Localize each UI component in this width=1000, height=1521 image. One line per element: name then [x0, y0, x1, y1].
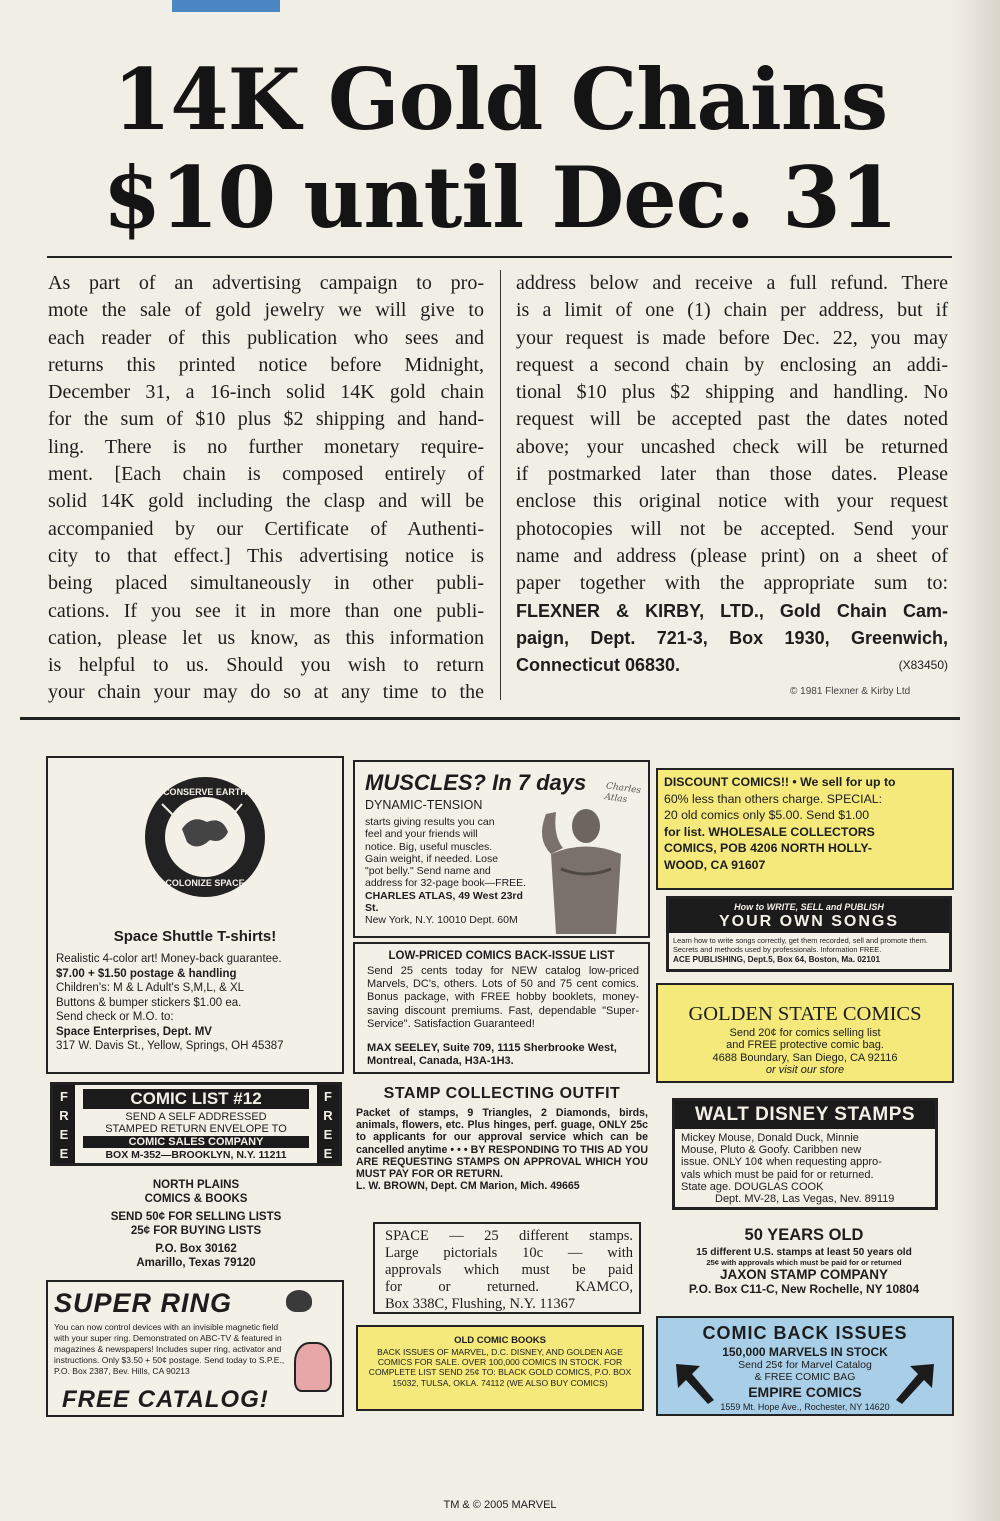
ad-line: Send check or M.O. to: — [56, 1011, 174, 1023]
ad-line: P.O. Box C11-C, New Rochelle, NY 10804 — [688, 1282, 920, 1296]
side-free-left: F R E E — [53, 1085, 75, 1163]
ad-line: New York, N.Y. 10010 Dept. 60M — [365, 914, 518, 927]
article-left-column — [48, 270, 484, 707]
article-line: ling. There is no further monetary require- — [48, 435, 484, 458]
ad-line: "pot belly." Send name and — [365, 865, 491, 878]
ad-title: MUSCLES? In 7 days — [365, 770, 587, 795]
ad-old-comic-books — [356, 1325, 644, 1411]
ad-line: 15 different U.S. stamps at least 50 years old — [696, 1247, 912, 1258]
article-line: is helpful to us. Should you wish to return — [48, 654, 484, 677]
ad-title: COMIC LIST #12 — [83, 1089, 309, 1109]
ad-north-plains — [50, 1178, 342, 1270]
ad-line: Send 20¢ for comics selling list — [729, 1027, 881, 1039]
ad-line: Mouse, Pluto & Goofy. Caribben new — [681, 1144, 862, 1157]
ad-low-priced — [353, 942, 650, 1074]
ad-disney-stamps — [672, 1098, 938, 1210]
ad-title: GOLDEN STATE COMICS — [688, 1003, 922, 1025]
ad-body: BACK ISSUES OF MARVEL, D.C. DISNEY, AND GOLDEN AGE COMICS FOR SALE. OVER 100,000 COMICS IN STOCK. FOR COMPLETE LIST SEND 25¢ TO: BLACK GOLD COMICS, P.O. BOX 15032, TULSA, OKLA. 74112 (WE ALSO BUY COMICS) — [368, 1347, 632, 1388]
ad-kicker: How to WRITE, SELL and PUBLISH — [734, 902, 884, 912]
ad-songs — [666, 896, 952, 972]
ad-line: Send 25¢ for Marvel Catalog — [738, 1359, 872, 1371]
arrow-left-icon — [670, 1358, 720, 1408]
column-divider — [500, 270, 501, 700]
ad-address: MAX SEELEY, Suite 709, 1115 Sherbrooke West, Montreal, Canada, H3A-1H3. — [367, 1042, 617, 1068]
ad-fifty-years — [658, 1226, 950, 1296]
ad-line: approvals which must be paid — [385, 1262, 633, 1278]
article-line: for the sum of $10 plus $2 shipping and hand- — [48, 408, 484, 431]
ring-icon — [286, 1290, 312, 1312]
ad-line: Mickey Mouse, Donald Duck, Minnie — [681, 1132, 859, 1144]
arrow-right-icon — [890, 1358, 940, 1408]
ad-footer: FREE CATALOG! — [62, 1386, 269, 1413]
strongman-photo-icon — [531, 784, 641, 934]
article-line: cations. If you see it in more than one publi- — [48, 599, 484, 622]
ad-line: SEND A SELF ADDRESSED — [125, 1111, 267, 1123]
mailing-address-line: Connecticut 06830. — [516, 655, 681, 676]
ad-line: CHARLES ATLAS, 49 West 23rd St. — [365, 889, 523, 915]
headline-rule — [47, 256, 952, 258]
article-line: ment. [Each chain is composed entirely of — [48, 463, 484, 486]
conserve-earth-logo-icon — [142, 774, 268, 900]
article-line: accompanied by our Certificate of Authenti- — [48, 517, 484, 540]
article-line: December 31, a 16-inch solid 14K gold chain — [48, 381, 484, 404]
article-line: request will be accepted past the dates noted — [516, 408, 948, 431]
ad-line: Buttons & bumper stickers $1.00 ea. — [56, 996, 242, 1009]
ad-title: SUPER RING — [54, 1288, 233, 1318]
ad-golden-state — [656, 983, 954, 1083]
ad-line: Large pictorials 10c — with — [385, 1245, 633, 1261]
ad-line: NORTH PLAINS — [152, 1179, 240, 1191]
logo-bottom-text: COLONIZE SPACE — [165, 878, 245, 888]
ad-line: Amarillo, Texas 79120 — [136, 1257, 256, 1269]
article-line: As part of an advertising campaign to pro- — [48, 272, 484, 294]
ad-stamp-outfit — [356, 1085, 648, 1192]
ad-line: DISCOUNT COMICS!! • We sell for up to — [664, 775, 896, 789]
ad-line: 317 W. Davis St., Yellow, Springs, OH 45387 — [56, 1040, 284, 1052]
article-right-column — [516, 270, 948, 679]
ad-line: 1559 Mt. Hope Ave., Rochester, NY 14620 — [720, 1402, 890, 1412]
ad-line: WOOD, CA 91607 — [664, 857, 766, 872]
ad-line: State age. DOUGLAS COOK — [681, 1180, 824, 1193]
article-line: request a second chain by enclosing an addi- — [516, 353, 948, 376]
ad-line: and FREE protective comic bag. — [726, 1039, 884, 1052]
ad-back-issues — [656, 1316, 954, 1416]
ad-title: Space Shuttle T-shirts! — [113, 928, 277, 945]
ad-space-stamps — [373, 1222, 641, 1314]
article-line: tional $10 plus $2 shipping and handling. No — [516, 381, 948, 404]
ad-line: JAXON STAMP COMPANY — [719, 1267, 889, 1282]
section-rule — [20, 717, 960, 720]
signature: Charles Atlas — [603, 781, 642, 806]
ad-address: ACE PUBLISHING, Dept.5, Box 64, Boston, Ma. 02101 — [673, 955, 881, 964]
ad-line: EMPIRE COMICS — [748, 1384, 862, 1400]
article-line: your request is made before Dec. 22, you may — [516, 326, 948, 349]
page-footer-copyright: TM & © 2005 MARVEL — [443, 1499, 557, 1511]
article-line: photocopies will not be accepted. Send your — [516, 517, 948, 540]
article-line: address below and receive a full refund. There — [516, 272, 948, 294]
ad-title: WALT DISNEY STAMPS — [675, 1101, 935, 1129]
ad-title: COMIC BACK ISSUES — [702, 1323, 908, 1343]
ad-body — [365, 816, 535, 927]
ad-line: COMICS & BOOKS — [144, 1193, 248, 1205]
article-line: mote the sale of gold jewelry we will give to — [48, 299, 484, 322]
ad-line: 20 old comics only $5.00. Send $1.00 — [664, 808, 870, 822]
ad-comic-list — [50, 1082, 342, 1166]
mailing-address-line: FLEXNER & KIRBY, LTD., Gold Chain Cam- — [516, 600, 948, 621]
ad-line: 60% less than others charge. SPECIAL: — [664, 791, 883, 806]
ad-discount-comics — [656, 768, 954, 890]
ad-body: You can now control devices with an invisible magnetic field with your super ring. Demonstrated on ABC-TV & featured in magazines & newspapers! Includes super ring, activator and instructions. Only $3.50 + 50¢ postage. Send today to S.P.E., P.O. Box 2387, Bev. Hills, CA 90213 — [54, 1322, 285, 1376]
ad-body: Packet of stamps, 9 Triangles, 2 Diamonds, birds, animals, flowers, etc. Plus hinges, perf. guage, ONLY 25c to applicants for our approval service which can be cancelled anytime • • • BY RESPONDING TO THIS AD YOU ARE REQUESTING STAMPS ON APPROVAL WHICH YOU MUST PAY FOR OR RETURN. — [356, 1107, 648, 1181]
ad-body — [658, 1027, 952, 1077]
ad-line: 25¢ FOR BUYING LISTS — [130, 1225, 262, 1237]
ad-title: LOW-PRICED COMICS BACK-ISSUE LIST — [388, 950, 615, 962]
headline-line-1: 14K Gold Chains — [112, 50, 888, 149]
ad-line: 4688 Boundary, San Diego, CA 92116 — [712, 1051, 898, 1064]
ad-body: Send 25 cents today for NEW catalog low-priced Marvels, DC's, others. Lots of 50 and 75 cent comics. Bonus package, with FREE hobby booklets, money-saving discount premiums. Fast, dependable "Super-Service". Satisfaction Guaranteed! — [367, 965, 639, 1030]
ad-title: OLD COMIC BOOKS — [454, 1335, 546, 1346]
ad-line: notice. Big, useful muscles. — [365, 840, 493, 853]
ad-line: 150,000 MARVELS IN STOCK — [722, 1345, 888, 1359]
mailing-address-line: paign, Dept. 721-3, Box 1930, Greenwich, — [516, 627, 948, 648]
article-line: being placed simultaneously in other publi- — [48, 572, 484, 595]
ad-line: Dept. MV-28, Las Vegas, Nev. 89119 — [715, 1193, 895, 1206]
ad-address: L. W. BROWN, Dept. CM Marion, Mich. 49665 — [356, 1180, 580, 1193]
ad-line: $7.00 + $1.50 postage & handling — [56, 967, 237, 980]
ad-copyright: © 1981 Flexner & Kirby Ltd — [790, 686, 911, 697]
ad-line: Box 338C, Flushing, N.Y. 11367 — [385, 1296, 576, 1312]
article-line: each reader of this publication who sees and — [48, 326, 484, 349]
ad-line: SEND 50¢ FOR SELLING LISTS — [110, 1211, 282, 1223]
ad-body — [56, 952, 338, 1054]
article-line: if postmarked later than those dates. Please — [516, 463, 948, 486]
ad-address: BOX M-352—BROOKLYN, N.Y. 11211 — [105, 1149, 287, 1161]
article-line: returns this printed notice before Midnight, — [48, 353, 484, 376]
article-line: above; your uncashed check will be returned — [516, 435, 948, 458]
ad-line: issue. ONLY 10¢ when requesting appro- — [681, 1156, 882, 1169]
article-line: solid 14K gold including the clasp and will be — [48, 490, 484, 513]
ad-title: 50 YEARS OLD — [744, 1226, 864, 1244]
ad-line: for or returned. KAMCO, — [385, 1279, 633, 1295]
ad-line: feel and your friends will — [365, 828, 478, 841]
article-line: name and address (please print) on a sheet of — [516, 544, 948, 567]
ad-body — [385, 1228, 633, 1313]
ad-subtitle: DYNAMIC-TENSION — [365, 798, 483, 812]
ad-line: STAMPED RETURN ENVELOPE TO — [105, 1123, 287, 1135]
ad-body — [664, 774, 954, 873]
ad-company: COMIC SALES COMPANY — [83, 1136, 309, 1148]
ad-line: Space Enterprises, Dept. MV — [56, 1025, 212, 1038]
ad-line: or visit our store — [765, 1064, 845, 1077]
ad-line: COMICS, POB 4206 NORTH HOLLY- — [664, 841, 872, 855]
ad-space-shuttle — [46, 756, 344, 1074]
ad-line: for list. WHOLESALE COLLECTORS — [664, 824, 875, 839]
logo-top-text: CONSERVE EARTH — [163, 787, 247, 797]
ad-line: vals which must be paid for or returned. — [681, 1168, 874, 1181]
mailing-address-last — [516, 652, 948, 679]
ad-line: Children's: M & L Adult's S,M,L, & XL — [56, 982, 245, 994]
headline-line-2: $10 until Dec. 31 — [102, 148, 898, 247]
side-free-right: F R E E — [317, 1085, 339, 1163]
ad-line: P.O. Box 30162 — [155, 1243, 237, 1255]
ad-title: YOUR OWN SONGS — [718, 913, 899, 930]
ad-line: Gain weight, if needed. Lose — [365, 852, 499, 865]
ad-line: address for 32-page book—FREE. — [365, 877, 527, 890]
ad-super-ring — [46, 1280, 344, 1417]
ad-body: Learn how to write songs correctly, get them recorded, sell and promote them. Secrets and methods used by professionals. Information FREE. — [673, 936, 928, 954]
ad-body — [681, 1132, 931, 1205]
ad-line: 25¢ with approvals which must be paid for or returned — [706, 1258, 902, 1267]
ad-line: & FREE COMIC BAG — [754, 1371, 856, 1383]
ad-code: (X83450) — [898, 658, 948, 673]
hand-icon — [294, 1342, 332, 1392]
article-line: paper together with the appropriate sum to: — [516, 572, 948, 595]
article-line: enclose this original notice with your request — [516, 490, 948, 513]
ad-line: starts giving results you can — [365, 816, 495, 828]
article-line: your chain your may do so at any time to the — [48, 681, 484, 704]
article-line: city to that effect.] This advertising notice is — [48, 544, 484, 567]
ad-line: Realistic 4-color art! Money-back guarantee. — [56, 953, 282, 965]
article-line: is a limit of one (1) chain per address, but if — [516, 299, 948, 322]
article-line: cation, please let us know, as this information — [48, 626, 484, 649]
ad-title: STAMP COLLECTING OUTFIT — [383, 1085, 621, 1102]
ad-muscles — [353, 760, 650, 938]
blue-tab-marker — [172, 0, 280, 12]
ad-line: SPACE — 25 different stamps. — [385, 1228, 633, 1244]
